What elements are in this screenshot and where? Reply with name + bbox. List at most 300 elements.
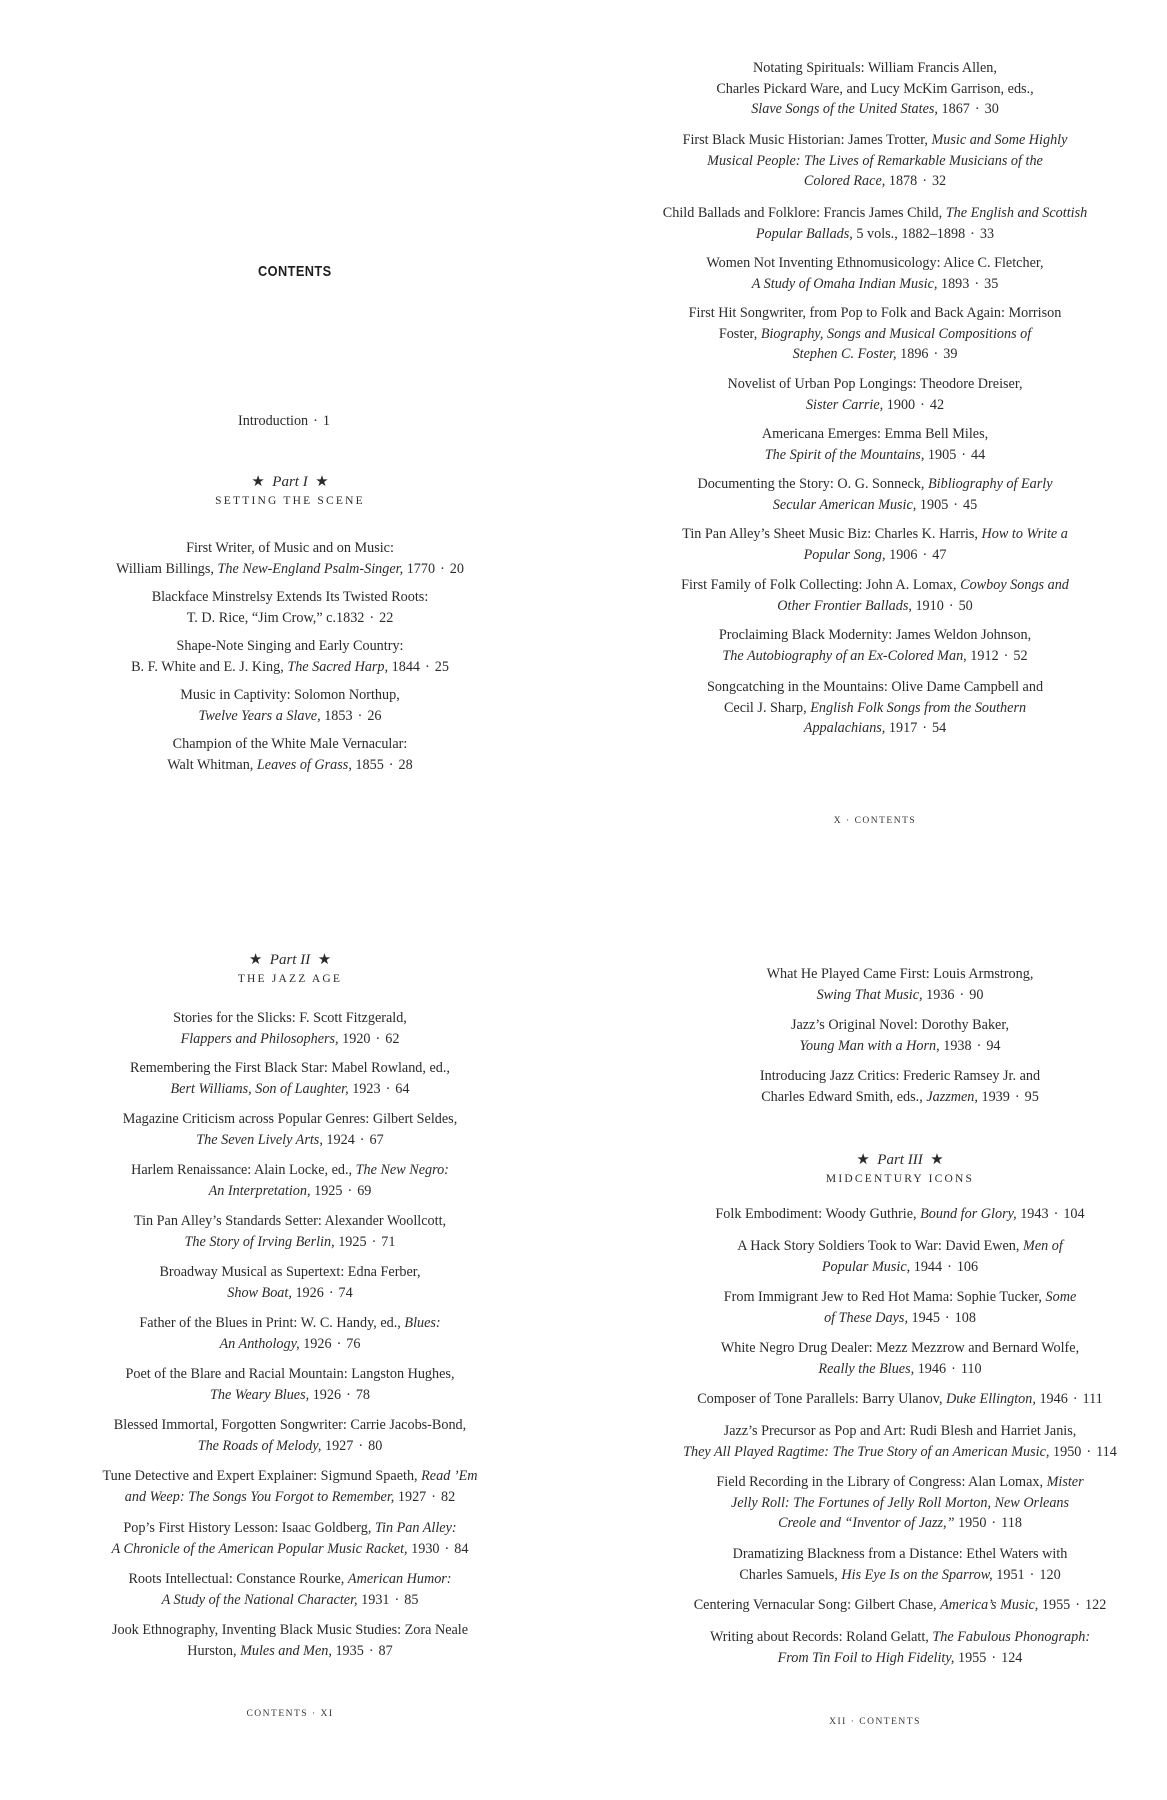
entry-page-number: 52 [1013,647,1028,664]
entry-line [640,677,1110,698]
separator-dot: · [922,173,927,189]
entry-page-number: 90 [969,986,984,1003]
entry-text: 1900 [883,396,916,413]
star-icon: ★ [251,474,265,490]
entry-text: Composer of Tone Parallels: Barry Ulanov, [697,1391,947,1407]
entry-text: Pop’s First History Lesson: Isaac Goldberg, [123,1520,375,1536]
entry-title: The New Negro: [355,1162,449,1178]
entry-title: Blues: [404,1315,441,1331]
entry-title: The Fabulous Phonograph: [932,1629,1091,1645]
entry-text: Jazz’s Precursor as Pop and Art: Rudi Blesh and Harriet Janis, [723,1423,1077,1439]
entry-page-number: 122 [1085,1597,1107,1613]
toc-entry[interactable] [640,130,1110,192]
toc-entry[interactable] [640,203,1110,244]
entry-text: Tin Pan Alley’s Standards Setter: Alexander Woollcott, [133,1213,447,1229]
entry-text: 1950 [954,1515,987,1531]
entry-page-number: 47 [932,546,947,563]
separator-dot: · [385,1080,391,1097]
part-subtitle: MIDCENTURY ICONS [825,1173,975,1185]
entry-title: Duke Ellington, [946,1391,1036,1407]
entry-line [75,1029,505,1050]
entry-text: 1944 [910,1258,943,1275]
entry-text: Folk Embodiment: Woody Guthrie, [715,1206,921,1222]
entry-page-number: 76 [346,1335,361,1352]
entry-title: Some [1045,1289,1077,1305]
entry-title: English Folk Songs from the Southern [810,699,1027,716]
separator-dot: · [440,560,445,577]
entry-text: Writing about Records: Roland Gelatt, [709,1629,933,1645]
entry-line [660,1565,1140,1586]
separator-dot: · [947,1258,952,1275]
separator-dot: · [1053,1206,1059,1222]
entry-text: 1935 [331,1642,364,1659]
entry-line [75,1181,505,1202]
entry-line [75,1130,505,1151]
entry-text: T. D. Rice, “Jim Crow,” c.1832 [186,609,365,626]
entry-line [660,1442,1140,1463]
entry-line [640,698,1110,719]
entry-text: 1844 [388,658,420,675]
contents-heading: CONTENTS [258,263,332,280]
entry-line [660,1421,1140,1442]
entry-page-number: 94 [986,1037,1001,1054]
entry-text: 1910 [911,597,944,614]
entry-title: Men of [1023,1238,1063,1254]
entry-text: 1936 [922,986,955,1003]
entry-text: 1927 [394,1488,427,1505]
entry-line [640,344,1110,365]
entry-text: 1931 [357,1591,390,1608]
part-label: Part I [272,474,308,490]
part-3-header [778,1150,1022,1185]
entry-title: Young Man with a Horn, [799,1037,940,1054]
toc-entry[interactable] [90,587,490,628]
entry-line [90,657,490,678]
entry-page-number: 25 [434,658,449,675]
separator-dot: · [346,1386,351,1403]
toc-entry[interactable] [75,1160,505,1201]
entry-text: 1938 [939,1037,972,1054]
entry-title: Tin Pan Alley: [374,1520,457,1536]
entry-page-number: 78 [355,1386,370,1403]
entry-title: They All Played Ragtime: The True Story of an American Music, [683,1443,1050,1460]
toc-entry[interactable] [75,1364,505,1405]
entry-line [660,1338,1140,1359]
entry-text: 1930 [407,1540,440,1557]
entry-title: Show Boat, [227,1284,292,1301]
toc-entry[interactable] [75,1620,505,1661]
entry-text: 1855 [351,756,384,773]
entry-line [640,99,1110,120]
introduction-page: 1 [322,413,330,429]
entry-text: 1943 [1016,1206,1049,1222]
entry-text: 1939 [977,1088,1010,1105]
part-1-header [168,472,412,507]
toc-entry[interactable] [90,734,490,775]
toc-entry[interactable] [660,1287,1140,1328]
separator-dot: · [974,101,980,117]
page-footer: CONTENTS · XI [246,1709,334,1719]
entry-line [680,985,1120,1006]
separator-dot: · [1003,647,1009,664]
entry-line [640,424,1110,445]
entry-line [75,1518,505,1539]
separator-dot: · [970,225,975,242]
toc-entry[interactable] [75,1008,505,1049]
entry-line [660,1493,1140,1514]
entry-title: An Interpretation, [208,1182,311,1199]
entry-line [680,1066,1120,1087]
entry-line [90,538,490,559]
entry-page-number: 124 [1001,1649,1023,1666]
toc-entry[interactable] [660,1204,1140,1225]
separator-dot: · [991,1649,997,1666]
toc-entry[interactable] [660,1595,1140,1616]
entry-text: Jazz’s Original Novel: Dorothy Baker, [790,1017,1010,1033]
toc-entry[interactable] [660,1627,1140,1668]
entry-text: White Negro Drug Dealer: Mezz Mezzrow and Bernard Wolfe, [720,1340,1080,1356]
entry-line [640,718,1110,739]
entry-text: Blessed Immortal, Forgotten Songwriter: Carrie Jacobs-Bond, [113,1417,467,1433]
entry-text: Charles Edward Smith, eds., [761,1088,927,1105]
entry-line [75,1334,505,1355]
entry-text: 1926 [309,1386,342,1403]
entry-text: Cecil J. Sharp, [723,699,811,716]
entry-text: Father of the Blues in Print: W. C. Handy, ed., [139,1315,405,1331]
entry-line [640,445,1110,466]
separator-dot: · [974,275,980,292]
entry-line [90,559,490,580]
introduction-entry[interactable]: Introduction · 1 [238,413,330,429]
toc-entry[interactable] [680,1015,1120,1056]
entry-page-number: 120 [1039,1566,1061,1583]
entry-text: From Immigrant Jew to Red Hot Mama: Sophie Tucker, [723,1289,1046,1305]
separator-dot: · [944,1309,950,1326]
entry-line [90,608,490,629]
entry-text: Remembering the First Black Star: Mabel Rowland, ed., [130,1060,450,1076]
entry-title: Slave Songs of the United States, [751,101,938,117]
entry-text: Proclaiming Black Modernity: James Weldon Johnson, [718,627,1032,643]
toc-entry[interactable] [640,58,1110,120]
entry-text: Charles Pickard Ware, and Lucy McKim Garrison, eds., [716,80,1034,97]
entry-title: America’s Music, [940,1597,1039,1613]
entry-line [660,1595,1140,1616]
star-icon: ★ [248,952,263,968]
entry-title: The Roads of Melody, [197,1437,322,1454]
entry-title: Popular Music, [821,1258,911,1275]
page-footer: XII · CONTENTS [829,1717,921,1727]
separator-dot: · [369,609,375,626]
entry-line [660,1287,1140,1308]
entry-line [640,596,1110,617]
entry-line [640,646,1110,667]
toc-entry[interactable] [75,1109,505,1150]
entry-text: 1905 [924,446,957,463]
entry-text: 1906 [885,546,918,563]
entry-text: Broadway Musical as Supertext: Edna Ferber, [159,1264,421,1280]
entry-text: Documenting the Story: O. G. Sonneck, [697,476,928,492]
entry-page-number: 111 [1082,1391,1103,1407]
separator-dot: · [1029,1566,1035,1583]
entry-page-number: 110 [960,1360,982,1377]
toc-entry[interactable] [640,253,1110,294]
entry-title: The New-England Psalm-Singer, [217,560,404,577]
entry-page-number: 54 [932,720,947,736]
entry-text: 1905 [916,496,949,513]
entry-title: A Study of the National Character, [161,1591,358,1608]
entry-line [75,1436,505,1457]
entry-line [75,1620,505,1641]
entry-text: 1853 [320,707,353,724]
separator-dot: · [922,720,928,736]
entry-page-number: 82 [441,1488,456,1505]
toc-entry[interactable] [660,1389,1140,1410]
entry-text: Champion of the White Male Vernacular: [172,736,408,752]
entry-line [75,1364,505,1385]
toc-entry[interactable] [680,1066,1120,1107]
entry-page-number: 39 [943,346,958,362]
entry-title: Flappers and Philosophers, [180,1030,339,1047]
entry-line [75,1487,505,1508]
part-2-header [168,950,412,985]
entry-line [75,1466,505,1487]
toc-entry[interactable] [640,303,1110,365]
toc-entry[interactable] [640,374,1110,415]
entry-text: William Billings, [116,560,218,577]
entry-page-number: 106 [956,1258,979,1275]
entry-line [75,1058,505,1079]
separator-dot: · [375,1030,381,1047]
entry-line [640,253,1110,274]
entry-title: The Story of Irving Berlin, [184,1233,335,1250]
entry-page-number: 62 [385,1030,400,1047]
toc-entry[interactable] [660,1544,1140,1585]
entry-line [640,495,1110,516]
toc-entry[interactable] [75,1313,505,1354]
toc-entry[interactable] [75,1415,505,1456]
toc-entry[interactable] [75,1058,505,1099]
entry-text: B. F. White and E. J. King, [131,658,288,675]
entry-text: Roots Intellectual: Constance Rourke, [128,1571,348,1587]
separator-dot: · [444,1540,450,1557]
entry-line [640,171,1110,192]
entry-text: Walt Whitman, [167,756,257,773]
entry-text: 1926 [299,1335,332,1352]
entry-title: Other Frontier Ballads, [777,597,912,614]
entry-title: From Tin Foil to High Fidelity, [777,1649,955,1666]
entry-page-number: 32 [931,173,947,189]
toc-entry[interactable] [75,1466,505,1507]
entry-page-number: 50 [958,597,973,614]
entry-title: Cowboy Songs and [960,577,1069,593]
separator-dot: · [388,756,394,773]
entry-title: Secular American Music, [772,496,917,513]
entry-line [75,1539,505,1560]
entry-title: Jelly Roll: The Fortunes of Jelly Roll Morton, New Orleans [730,1494,1070,1511]
entry-title: Sister Carrie, [805,396,884,413]
entry-text: Blackface Minstrelsy Extends Its Twisted Roots: [151,589,429,605]
toc-entry[interactable] [640,625,1110,666]
separator-dot: · [328,1284,334,1301]
entry-line [640,151,1110,172]
entry-line [75,1641,505,1662]
entry-title: Swing That Music, [816,986,923,1003]
entry-line [75,1160,505,1181]
entry-line [640,374,1110,395]
entry-text: 5 vols., 1882–1898 [852,225,966,242]
separator-dot: · [933,346,939,362]
entry-title: Leaves of Grass, [256,756,352,773]
separator-dot: · [1086,1443,1092,1460]
entry-text: Centering Vernacular Song: Gilbert Chase, [693,1597,941,1613]
entry-text: Magazine Criticism across Popular Genres: Gilbert Seldes, [122,1111,458,1127]
entry-text: 1920 [338,1030,371,1047]
toc-entry[interactable] [75,1518,505,1559]
entry-page-number: 87 [378,1642,393,1659]
entry-page-number: 114 [1096,1443,1117,1460]
separator-dot: · [1014,1088,1020,1105]
entry-page-number: 22 [379,609,394,626]
entry-text: 1926 [291,1284,324,1301]
star-icon: ★ [856,1152,870,1168]
entry-text: 1946 [1035,1391,1068,1407]
toc-entry[interactable] [640,474,1110,515]
separator-dot: · [347,1182,353,1199]
entry-title: Creole and “Inventor of Jazz,” [778,1515,955,1531]
toc-entry[interactable] [90,538,490,579]
entry-line [75,1590,505,1611]
toc-entry[interactable] [75,1569,505,1610]
separator-dot: · [976,1037,982,1054]
entry-line [90,734,490,755]
entry-title: A Study of Omaha Indian Music, [751,275,938,292]
separator-dot: · [425,658,430,675]
separator-dot: · [959,986,965,1003]
entry-page-number: 95 [1024,1088,1039,1105]
entry-line [75,1232,505,1253]
entry-line [660,1359,1140,1380]
entry-text: 1878 [885,173,918,189]
entry-title: American Humor: [347,1571,452,1587]
toc-entry[interactable] [640,575,1110,616]
entry-text: Music in Captivity: Solomon Northup, [180,687,400,703]
entry-text: Shape-Note Singing and Early Country: [176,638,404,654]
entry-text: Songcatching in the Mountains: Olive Dame Campbell and [706,679,1044,695]
entry-line [660,1204,1140,1225]
entry-title: An Anthology, [219,1335,300,1352]
entry-line [660,1236,1140,1257]
entry-title: and Weep: The Songs You Forgot to Remember, [124,1488,395,1505]
toc-entry[interactable] [75,1211,505,1252]
separator-dot: · [991,1515,997,1531]
entry-line [75,1283,505,1304]
entry-title: Twelve Years a Slave, [198,707,321,724]
toc-entry[interactable] [660,1472,1140,1534]
entry-line [75,1211,505,1232]
entry-text: 1925 [334,1233,367,1250]
entry-text: Poet of the Blare and Racial Mountain: Langston Hughes, [125,1366,455,1382]
entry-line [75,1569,505,1590]
toc-entry[interactable] [660,1338,1140,1379]
entry-line [680,1015,1120,1036]
entry-text: Women Not Inventing Ethnomusicology: Alice C. Fletcher, [706,255,1044,271]
entry-text: 1925 [310,1182,343,1199]
entry-title: Really the Blues, [818,1360,915,1377]
entry-line [640,324,1110,345]
entry-text: Novelist of Urban Pop Longings: Theodore Dreiser, [727,376,1023,392]
entry-page-number: 67 [369,1131,384,1148]
toc-entry[interactable] [90,636,490,677]
entry-text: 1955 [954,1649,987,1666]
entry-title: The Spirit of the Mountains, [764,446,925,463]
separator-dot: · [920,396,925,413]
entry-line [660,1472,1140,1493]
entry-page-number: 44 [971,446,986,463]
entry-line [640,474,1110,495]
entry-line [660,1257,1140,1278]
entry-page-number: 104 [1063,1206,1085,1222]
toc-entry[interactable] [640,677,1110,739]
part-label: Part III [877,1152,923,1168]
entry-line [90,587,490,608]
star-icon: ★ [317,952,332,968]
toc-entry[interactable] [660,1421,1140,1462]
entry-page-number: 74 [338,1284,353,1301]
separator-dot: · [336,1335,342,1352]
toc-entry[interactable] [90,685,490,726]
entry-line [660,1648,1140,1669]
entry-title: Musical People: The Lives of Remarkable Musicians of the [707,152,1043,169]
entry-text: Foster, [718,325,761,342]
entry-title: of These Days, [824,1309,908,1326]
entry-title: The Weary Blues, [209,1386,310,1403]
entry-text: Charles Samuels, [739,1566,842,1583]
entry-line [75,1079,505,1100]
entry-line [680,1036,1120,1057]
entry-line [90,685,490,706]
entry-text: 1927 [321,1437,354,1454]
entry-text: First Family of Folk Collecting: John A. Lomax, [681,577,961,593]
entry-line [660,1308,1140,1329]
entry-title: His Eye Is on the Sparrow, [841,1566,993,1583]
separator-dot: · [1072,1391,1078,1407]
entry-text: Hurston, [187,1642,241,1659]
toc-entry[interactable] [640,524,1110,565]
entry-page-number: 71 [381,1233,396,1250]
entry-line [640,79,1110,100]
toc-entry[interactable] [680,964,1120,1005]
introduction-title: Introduction [238,413,309,429]
part-subtitle: SETTING THE SCENE [215,495,365,507]
entry-line [640,545,1110,566]
entry-page-number: 30 [984,101,999,117]
entry-line [660,1513,1140,1534]
toc-entry[interactable] [640,424,1110,465]
separator-dot: · [922,546,928,563]
entry-page-number: 108 [954,1309,976,1326]
entry-title: Appalachians, [803,720,886,736]
separator-dot: · [431,1488,436,1505]
toc-entry[interactable] [75,1262,505,1303]
entry-text: Dramatizing Blackness from a Distance: Ethel Waters with [732,1546,1068,1562]
separator-dot: · [358,1437,364,1454]
toc-entry[interactable] [660,1236,1140,1277]
entry-line [90,706,490,727]
separator-dot: · [961,446,967,463]
entry-text: 1923 [348,1080,381,1097]
entry-line [660,1389,1140,1410]
entry-text: Tune Detective and Expert Explainer: Sigmund Spaeth, [102,1468,422,1484]
